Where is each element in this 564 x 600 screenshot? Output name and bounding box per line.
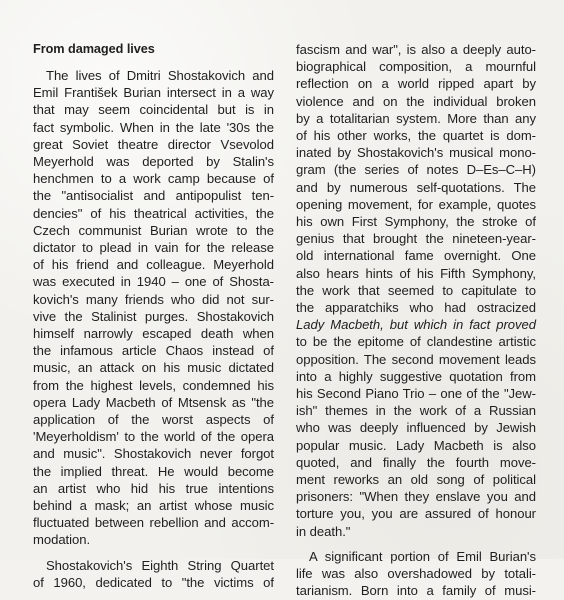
text-line: the infamous article Chaos instead of xyxy=(33,343,274,359)
text-line: the implied threat. He would become xyxy=(33,463,274,479)
text-line: behind a mask; an artist whose music xyxy=(33,498,274,514)
right-paragraph-1 xyxy=(296,41,536,540)
text-line: fascism and war", is also a deeply auto- xyxy=(296,42,536,57)
text-line: application of the worst aspects of xyxy=(33,412,274,428)
text-line: tarianism. Born into a family of musi- xyxy=(296,583,536,599)
text-line: his own First Symphony, the stroke of xyxy=(296,214,536,230)
text-line: Emil František Burian intersect in a way xyxy=(33,85,274,101)
text-line: biographical composition, a mournful xyxy=(296,59,536,75)
text-line: by a totalitarian system. More than any xyxy=(296,110,536,126)
text-line: and by numerous self-quotations. The xyxy=(296,179,536,195)
text-line: that may seem coincidental but is in xyxy=(33,102,274,118)
text-line: of his other works, the quartet is dom- xyxy=(296,128,536,144)
text-line: into a highly suggestive quotation from xyxy=(296,368,536,384)
text-line: violence and on the individual broken xyxy=(296,93,536,109)
left-paragraph-2 xyxy=(33,557,274,591)
text-line: was executed in 1940 – one of Shosta- xyxy=(33,274,274,290)
text-line: Lady Macbeth, but which in fact proved xyxy=(296,317,536,333)
text-line: ish" themes in the work of a Russian xyxy=(296,403,536,419)
left-paragraph-1 xyxy=(33,67,274,549)
text-line: in death." xyxy=(296,523,351,539)
text-line: of 1960, dedicated to "the victims of xyxy=(33,574,274,590)
right-paragraph-2 xyxy=(296,548,536,600)
text-line: the "antisocialist and antipopulist ten- xyxy=(33,188,274,204)
text-line: an artist who hid his true intentions xyxy=(33,480,274,496)
text-line: reflection on a world ripped apart by xyxy=(296,76,536,92)
text-line: fluctuated between rebellion and accom- xyxy=(33,515,274,531)
text-line: who was deeply influenced by Jewish xyxy=(296,420,536,436)
text-line: prisoners: "When they enslave you and xyxy=(296,489,536,505)
text-line: opening movement, for example, quotes xyxy=(296,196,536,212)
text-line: inated by Shostakovich's musical mono- xyxy=(296,145,536,161)
text-line: 'Meyerholdism' to the world of the opera xyxy=(33,429,274,445)
text-line: old international fame overnight. One xyxy=(296,248,536,264)
text-line: henchmen to a work camp because of xyxy=(33,171,274,187)
text-line: genius that brought the nineteen-year- xyxy=(296,231,536,247)
text-line: The lives of Dmitri Shostakovich and xyxy=(46,68,274,83)
text-line: modation. xyxy=(33,532,91,548)
text-line: gram (the series of notes D–Es–C–H) xyxy=(296,162,536,178)
text-line: himself narrowly escaped death when xyxy=(33,326,274,342)
text-line: torture you, you are assured of honour xyxy=(296,506,536,522)
text-line: opposition. The second movement leads xyxy=(296,351,536,367)
text-line: popular music. Lady Macbeth is also xyxy=(296,437,536,453)
text-line: fact symbolic. When in the late '30s the xyxy=(33,119,274,135)
text-line: dictator to plead in vain for the release xyxy=(33,240,274,256)
text-line: vive the Stalinist purges. Shostakovich xyxy=(33,308,274,324)
text-line: also hears hints of his Fifth Symphony, xyxy=(296,265,536,281)
section-heading: From damaged lives xyxy=(33,42,155,56)
text-line: his Second Piano Trio – one of the "Jew- xyxy=(296,386,536,402)
text-line: to be the epitome of clandestine artistic xyxy=(296,334,536,350)
text-line: Shostakovich's Eighth String Quartet xyxy=(46,557,274,573)
text-line: great Soviet theatre director Vsevolod xyxy=(33,136,274,152)
text-line: Meyerhold was deported by Stalin's xyxy=(33,154,274,170)
text-line: quoted, and finally the fourth move- xyxy=(296,454,536,470)
text-line: the apparatchiks who had ostracized xyxy=(296,300,536,316)
text-line: opera Lady Macbeth of Mtsensk as "the xyxy=(33,394,274,410)
right-text-column xyxy=(296,41,536,600)
text-line: from the highest levels, condemned his xyxy=(33,377,274,393)
text-line: kovich's many friends who did not sur- xyxy=(33,291,274,307)
text-line: and music". Shostakovich never forgot xyxy=(33,446,274,462)
text-line: life was also overshadowed by totali- xyxy=(296,566,536,582)
text-line: A significant portion of Emil Burian's xyxy=(309,548,536,564)
text-line: ment reworks an old song of political xyxy=(296,472,536,488)
text-line: the work that seemed to capitulate to xyxy=(296,282,536,298)
text-line: dencies" of his theatrical activities, the xyxy=(33,205,274,221)
left-text-column xyxy=(33,41,274,591)
text-line: music, an attack on his music dictated xyxy=(33,360,274,376)
text-line: Czech communist Burian wrote to the xyxy=(33,222,274,238)
text-line: of his friend and colleague. Meyerhold xyxy=(33,257,274,273)
